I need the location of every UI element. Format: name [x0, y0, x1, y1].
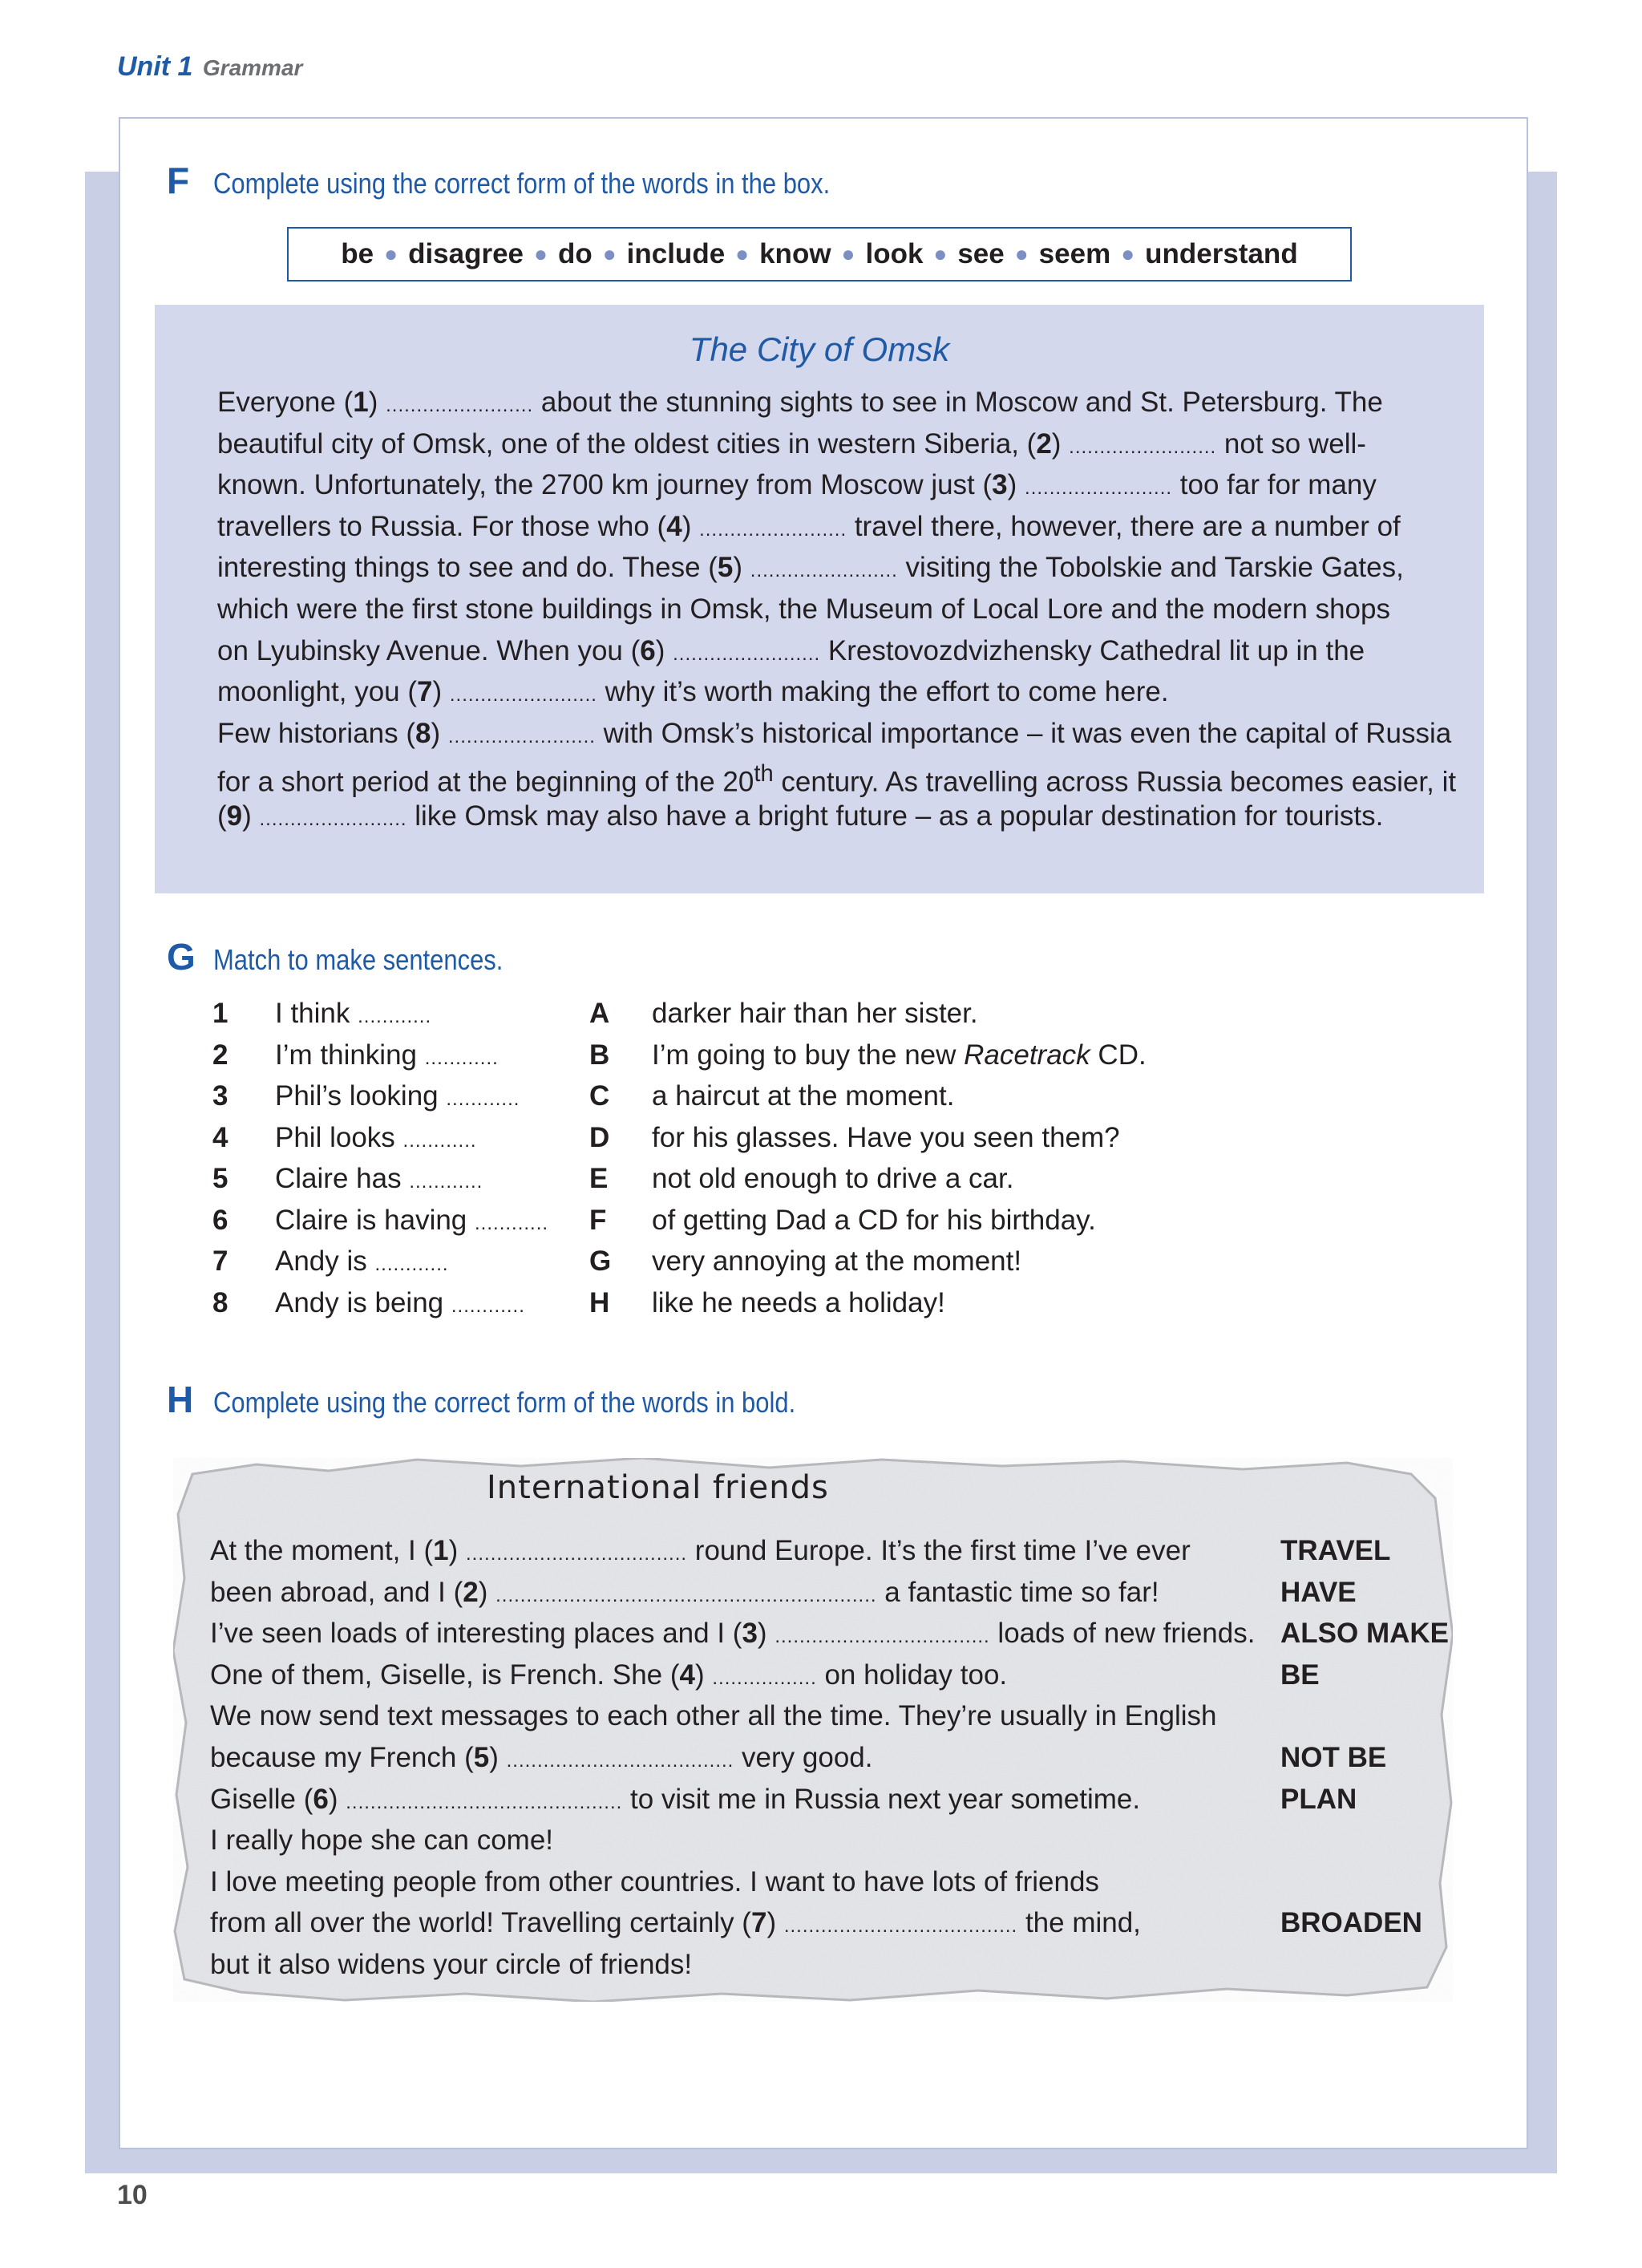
text-segment: loads of new friends.: [989, 1618, 1256, 1650]
sentence-start: [275, 1080, 520, 1112]
text-line: [217, 630, 1468, 672]
text-segment: interesting things to see and do. These (: [217, 552, 718, 584]
text-segment: ): [681, 510, 700, 542]
bold-keyword: HAVE: [1280, 1576, 1357, 1608]
answer-blank: ............: [424, 1047, 499, 1069]
text-line: [217, 423, 1468, 465]
text-segment: for a short period at the beginning of the 20: [217, 767, 754, 798]
blank-number: 2: [463, 1576, 479, 1608]
text-segment: like Omsk may also have a bright future – as a popular destination for tourists.: [406, 800, 1384, 832]
match-row: [212, 1039, 1335, 1081]
word-understand: understand: [1145, 238, 1298, 269]
answer-blank: ............: [451, 1294, 525, 1317]
text-segment: not so well-: [1216, 427, 1366, 460]
text-segment: why it’s worth making the effort to come here.: [597, 676, 1169, 708]
word-seem: seem: [1038, 238, 1111, 269]
item-number: 2: [212, 1039, 229, 1071]
text-segment: ): [1007, 469, 1025, 501]
bold-keyword: NOT BE: [1280, 1742, 1387, 1773]
sentence-start: [275, 1122, 477, 1154]
text-segment: ): [432, 676, 450, 708]
text-segment: on holiday too.: [816, 1658, 1008, 1691]
word-see: see: [957, 238, 1005, 269]
bullet-separator: ●: [735, 241, 750, 266]
answer-blank: ......................................: [783, 1915, 1018, 1938]
blank-number: 9: [226, 800, 243, 832]
text-segment: ): [733, 552, 750, 584]
match-row: [212, 1245, 1335, 1287]
text-segment: the mind,: [1017, 1907, 1141, 1939]
bold-keyword: ALSO MAKE: [1280, 1618, 1449, 1650]
text-segment: ): [368, 387, 386, 418]
match-row: [212, 1205, 1335, 1246]
exercise-g-instruction: Match to make sentences.: [213, 943, 504, 976]
text-segment: been abroad, and I (: [210, 1576, 463, 1608]
option-letter: E: [589, 1163, 609, 1194]
bold-keyword: PLAN: [1280, 1783, 1357, 1815]
text-line: [217, 671, 1468, 713]
exercise-h-letter: H: [167, 1379, 194, 1420]
blank-number: 3: [992, 469, 1008, 501]
option-letter: B: [589, 1039, 610, 1071]
blank-number: 6: [313, 1783, 329, 1815]
sentence-ending: for his glasses. Have you seen them?: [652, 1121, 1120, 1153]
text-segment: Krestovozdvizhensky Cathedral lit up in the: [820, 634, 1365, 666]
blank-number: 7: [750, 1907, 767, 1939]
answer-blank: .....................................: [506, 1750, 734, 1772]
answer-blank: ............: [358, 1006, 432, 1027]
sentence-ending: a haircut at the moment.: [652, 1080, 955, 1112]
bullet-separator: ●: [602, 241, 617, 266]
text-line: [210, 1700, 1216, 1742]
text-line: [217, 464, 1468, 506]
match-row: [212, 1287, 1335, 1329]
text-line: [217, 754, 1468, 796]
blank-number: 7: [417, 676, 433, 708]
text-segment: visiting the Tobolskie and Tarskie Gates,: [897, 552, 1404, 584]
text-line: [210, 1866, 1099, 1908]
superscript: th: [754, 761, 774, 788]
blank-number: 5: [473, 1742, 490, 1773]
text-segment: ): [448, 1535, 467, 1566]
stem-text: Claire is having: [275, 1204, 467, 1236]
bullet-separator: ●: [1121, 241, 1135, 266]
omsk-text-box: [155, 305, 1484, 893]
item-number: 1: [212, 998, 229, 1029]
text-line: [210, 1949, 692, 1991]
word-look: look: [865, 238, 924, 269]
text-segment: ): [242, 800, 260, 832]
match-row: [212, 998, 1335, 1039]
exercise-f-instruction: Complete using the correct form of the words in the box.: [213, 167, 831, 200]
answer-blank: ............: [374, 1253, 449, 1275]
blank-number: 4: [666, 510, 682, 542]
answer-blank: ............: [446, 1088, 520, 1110]
text-segment: ): [757, 1618, 775, 1650]
item-number: 4: [212, 1121, 229, 1153]
text-segment: known. Unfortunately, the 2700 km journey from Moscow just (: [217, 469, 993, 501]
section-label: Grammar: [202, 55, 303, 80]
exercise-g-letter: G: [167, 936, 196, 978]
answer-blank: .............................................: [346, 1791, 623, 1813]
answer-blank: ..............................................................: [495, 1584, 877, 1606]
option-letter: A: [589, 998, 610, 1029]
sentence-ending: very annoying at the moment!: [652, 1245, 1022, 1277]
text-line: [210, 1577, 1159, 1618]
text-line: [217, 547, 1468, 589]
item-number: 3: [212, 1080, 229, 1112]
answer-blank: ............: [402, 1129, 477, 1152]
answer-blank: ........................: [673, 642, 821, 665]
text-segment: ): [489, 1742, 507, 1773]
text-segment: ): [478, 1576, 496, 1608]
text-segment: too far for many: [1172, 469, 1377, 501]
stem-text: Andy is: [275, 1245, 367, 1277]
text-segment: about the stunning sights to see in Moscow and St. Petersburg. The: [533, 387, 1383, 418]
omsk-text-title: The City of Omsk: [689, 330, 950, 368]
option-letter: F: [589, 1204, 607, 1236]
text-segment: I love meeting people from other countries. I want to have lots of friends: [210, 1865, 1099, 1897]
blank-number: 5: [717, 552, 734, 584]
text-segment: beautiful city of Omsk, one of the oldest cities in western Siberia, (: [217, 427, 1037, 460]
bullet-separator: ●: [534, 241, 548, 266]
text-line: [210, 1825, 553, 1866]
text-segment: Giselle (: [210, 1783, 313, 1815]
blank-number: 8: [415, 717, 431, 749]
match-row: [212, 1122, 1335, 1164]
option-letter: C: [589, 1080, 610, 1112]
ending-italic: Racetrack: [964, 1039, 1090, 1071]
page-header: [117, 51, 302, 83]
bullet-separator: ●: [384, 241, 398, 266]
text-segment: ): [431, 717, 448, 749]
word-box: [287, 227, 1352, 281]
answer-blank: .................: [712, 1667, 817, 1689]
word-be: be: [341, 238, 374, 269]
bullet-separator: ●: [841, 241, 855, 266]
ending-text: CD.: [1090, 1039, 1147, 1071]
text-line: [217, 506, 1468, 548]
text-segment: ): [766, 1907, 784, 1939]
text-line: [210, 1907, 1141, 1949]
match-row: [212, 1163, 1335, 1205]
sentence-start: [275, 998, 431, 1030]
option-letter: G: [589, 1245, 612, 1277]
text-segment: travel there, however, there are a number of: [847, 510, 1401, 542]
text-segment: ): [694, 1658, 713, 1691]
text-segment: ): [1051, 427, 1070, 460]
text-segment: At the moment, I (: [210, 1535, 434, 1566]
answer-blank: ........................: [699, 518, 847, 541]
sentence-start: [275, 1039, 499, 1071]
stem-text: I think: [275, 998, 350, 1029]
item-number: 7: [212, 1245, 229, 1277]
stem-text: Claire has: [275, 1163, 402, 1194]
item-number: 8: [212, 1286, 229, 1318]
exercise-f-letter: F: [167, 160, 190, 201]
text-line: [217, 382, 1468, 423]
text-segment: with Omsk’s historical importance – it was even the capital of Russia: [595, 717, 1452, 749]
text-segment: on Lyubinsky Avenue. When you (: [217, 634, 641, 666]
item-number: 6: [212, 1204, 229, 1236]
answer-blank: ........................: [386, 395, 534, 416]
text-line: [210, 1742, 872, 1784]
stem-text: Phil’s looking: [275, 1080, 439, 1112]
answer-blank: ........................: [1069, 435, 1217, 458]
option-letter: H: [589, 1286, 610, 1318]
answer-blank: ....................................: [466, 1543, 688, 1565]
sentence-start: [275, 1245, 449, 1278]
word-disagree: disagree: [408, 238, 524, 269]
text-line: [210, 1618, 1255, 1659]
text-segment: Few historians (: [217, 717, 416, 749]
international-friends-title: International friends: [487, 1469, 829, 1506]
bullet-separator: ●: [1014, 241, 1029, 266]
text-line: [210, 1784, 1140, 1825]
blank-number: 2: [1036, 427, 1052, 460]
text-segment: a fantastic time so far!: [876, 1576, 1159, 1608]
sentence-start: [275, 1163, 483, 1195]
answer-blank: ........................: [447, 725, 596, 747]
text-segment: ): [328, 1783, 346, 1815]
blank-number: 1: [433, 1535, 449, 1566]
text-segment: moonlight, you (: [217, 676, 418, 708]
blank-number: 3: [742, 1618, 758, 1650]
text-segment: I’ve seen loads of interesting places and I (: [210, 1618, 742, 1650]
text-line: [217, 713, 1468, 755]
word-do: do: [557, 238, 592, 269]
text-segment: round Europe. It’s the first time I’ve ever: [687, 1535, 1191, 1566]
page-number: 10: [117, 2180, 148, 2210]
text-line: [217, 589, 1468, 630]
answer-blank: ........................: [750, 560, 898, 582]
stem-text: I’m thinking: [275, 1039, 418, 1071]
bold-keyword: BROADEN: [1280, 1907, 1422, 1939]
text-line: [210, 1659, 1007, 1701]
text-segment: Everyone (: [217, 387, 354, 418]
option-letter: D: [589, 1121, 610, 1153]
text-segment: We now send text messages to each other all the time. They’re usually in English: [210, 1700, 1217, 1732]
text-segment: century. As travelling across Russia becomes easier, it: [773, 767, 1457, 798]
sentence-ending: [652, 1039, 1147, 1071]
text-segment: but it also widens your circle of friends!: [210, 1949, 693, 1980]
answer-blank: ............: [409, 1171, 483, 1193]
exercise-h-instruction: Complete using the correct form of the words in bold.: [213, 1386, 796, 1419]
bullet-separator: ●: [933, 241, 948, 266]
answer-blank: ........................: [259, 808, 407, 830]
sentence-ending: like he needs a holiday!: [652, 1286, 945, 1318]
blank-number: 4: [679, 1658, 695, 1691]
text-segment: from all over the world! Travelling certainly (: [210, 1907, 751, 1939]
text-line: [210, 1535, 1191, 1577]
stem-text: Andy is being: [275, 1286, 444, 1318]
blank-number: 6: [640, 634, 656, 666]
stem-text: Phil looks: [275, 1121, 395, 1153]
word-know: know: [759, 238, 831, 269]
sentence-start: [275, 1287, 525, 1319]
sentence-ending: not old enough to drive a car.: [652, 1163, 1014, 1194]
text-segment: ): [655, 634, 673, 666]
answer-blank: ........................: [449, 684, 597, 707]
sentence-ending: darker hair than her sister.: [652, 998, 978, 1029]
text-segment: One of them, Giselle, is French. She (: [210, 1658, 680, 1691]
text-segment: very good.: [734, 1742, 873, 1773]
text-segment: because my French (: [210, 1742, 474, 1773]
word-include: include: [626, 238, 726, 269]
omsk-text-paragraph: [217, 382, 1468, 837]
answer-blank: ........................: [1025, 477, 1173, 500]
sentence-ending: of getting Dad a CD for his birthday.: [652, 1204, 1096, 1236]
blank-number: 1: [353, 387, 369, 418]
text-segment: travellers to Russia. For those who (: [217, 510, 667, 542]
sentence-start: [275, 1205, 548, 1237]
text-line: [217, 796, 1468, 837]
item-number: 5: [212, 1163, 229, 1194]
bold-keyword: BE: [1280, 1658, 1320, 1691]
text-segment: (: [217, 800, 227, 832]
bold-keyword: TRAVEL: [1280, 1535, 1391, 1566]
answer-blank: ............: [475, 1212, 549, 1234]
answer-blank: ...................................: [774, 1626, 990, 1648]
text-segment: which were the first stone buildings in Omsk, the Museum of Local Lore and the modern shops: [217, 593, 1390, 625]
text-segment: I really hope she can come!: [210, 1825, 554, 1857]
unit-label: Unit 1: [117, 51, 193, 82]
ending-text: I’m going to buy the new: [652, 1039, 965, 1071]
text-segment: to visit me in Russia next year sometime.: [622, 1783, 1141, 1815]
match-row: [212, 1080, 1335, 1122]
